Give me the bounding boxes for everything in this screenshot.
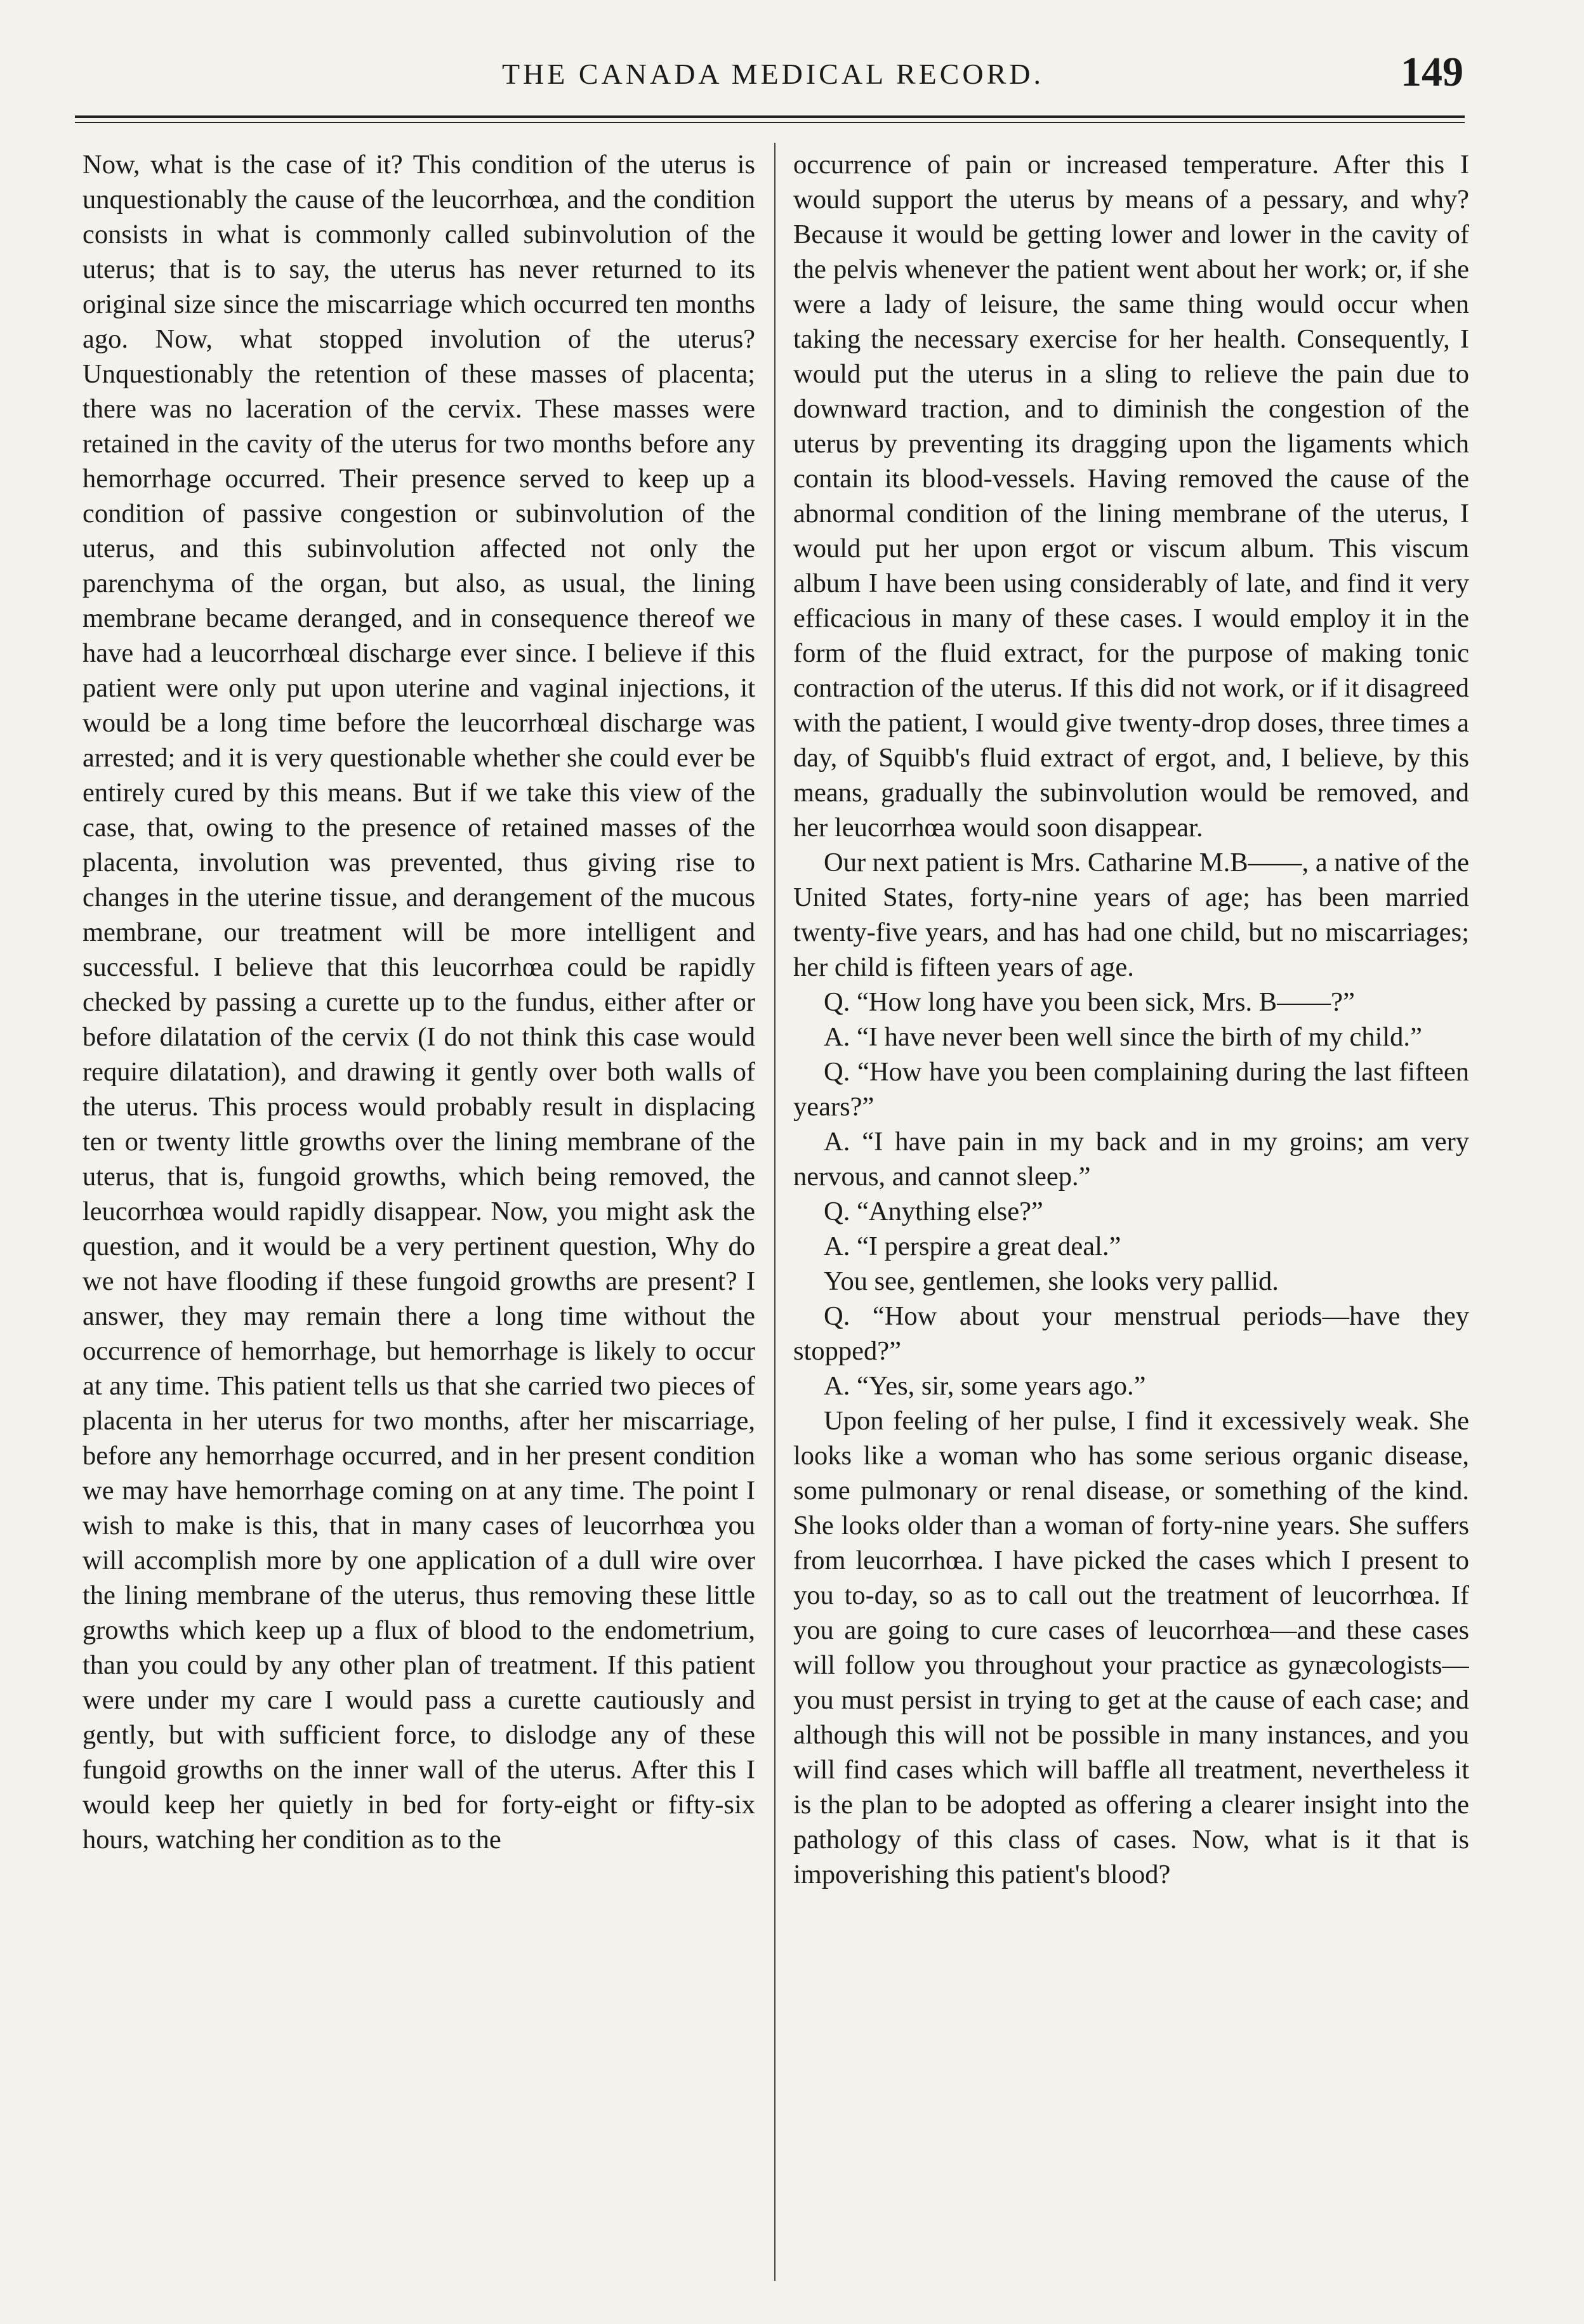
paragraph: You see, gentlemen, she looks very pallid.	[824, 1266, 1279, 1296]
right-column	[793, 147, 1469, 2279]
paragraph: Our next patient is Mrs. Catharine M.B——, a native of the United States, forty-nine years of age; has been married twenty-five years, and has had one child, but no miscarriages; her child is fifteen years of age.	[793, 848, 1469, 982]
paragraph: A. “Yes, sir, some years ago.”	[824, 1371, 1146, 1401]
paragraph: A. “I perspire a great deal.”	[824, 1231, 1121, 1261]
paragraph: A. “I have pain in my back and in my groins; am very nervous, and cannot sleep.”	[793, 1127, 1469, 1192]
paragraph: occurrence of pain or increased temperature. After this I would support the uterus by means of a pessary, and why? Because it would be getting lower and lower in the cavity of the pelvis whenever the patient went about her work; or, if she were a lady of leisure, the same thing would occur when taking the necessary exercise for her health. Consequently, I would put the uterus in a sling to relieve the pain due to downward traction, and to diminish the congestion of the uterus by preventing its dragging upon the ligaments which contain its blood-vessels. Having removed the cause of the abnormal condition of the lining membrane of the uterus, I would put her upon ergot or viscum album. This viscum album I have been using considerably of late, and find it very efficacious in many of these cases. I would employ it in the form of the fluid extract, for the purpose of making tonic contraction of the uterus. If this did not work, or if it disagreed with the patient, I would give twenty-drop doses, three times a day, of Squibb's fluid extract of ergot, and, I believe, by this means, gradually the subinvolution would be removed, and her leucorrhœa would soon disappear.	[793, 150, 1469, 843]
page-number: 149	[1401, 49, 1463, 95]
header-rule	[75, 115, 1465, 118]
paragraph: A. “I have never been well since the birth of my child.”	[824, 1022, 1422, 1052]
column-divider	[774, 143, 776, 2281]
paragraph: Q. “Anything else?”	[824, 1197, 1043, 1226]
paragraph: Now, what is the case of it? This condition of the uterus is unquestionably the cause of the leucorrhœa, and the condition consists in what is commonly called subinvolution of the uterus; that is to say, the uterus has never returned to its original size since the miscarriage which occurred ten months ago. Now, what stopped involution of the uterus? Unquestionably the retention of these masses of placenta; there was no laceration of the cervix. These masses were retained in the cavity of the uterus for two months before any hemorrhage occurred. Their presence served to keep up a condition of passive congestion or subinvolution of the uterus, and this subinvolution affected not only the parenchyma of the organ, but also, as usual, the lining membrane became deranged, and in consequence thereof we have had a leucorrhœal discharge ever since. I believe if this patient were only put upon uterine and vaginal injections, it would be a long time before the leucorrhœal discharge was arrested; and it is very questionable whether she could ever be entirely cured by this means. But if we take this view of the case, that, owing to the presence of retained masses of the placenta, involution was prevented, thus giving rise to changes in the uterine tissue, and derangement of the mucous membrane, our treatment will be more intelligent and successful. I believe that this leucorrhœa could be rapidly checked by passing a curette up to the fundus, either after or before dilatation of the cervix (I do not think this case would require dilatation), and drawing it gently over both walls of the uterus. This process would probably result in displacing ten or twenty little growths over the lining membrane of the uterus, that is, fungoid growths, which being removed, the leucorrhœa would rapidly disappear. Now, you might ask the question, and it would be a very pertinent question, Why do we not have flooding if these fungoid growths are present? I answer, they may remain there a long time without the occurrence of hemorrhage, but hemorrhage is likely to occur at any time. This patient tells us that she carried two pieces of placenta in her uterus for two months, after her miscarriage, before any hemorrhage occurred, and in her present condition we may have hemorrhage coming on at any time. The point I wish to make is this, that in many cases of leucorrhœa you will accomplish more by one application of a dull wire over the lining membrane of the uterus, thus removing these little growths which keep up a flux of blood to the endometrium, than you could by any other plan of treatment. If this patient were under my care I would pass a curette cautiously and gently, but with sufficient force, to dislodge any of these fungoid growths on the inner wall of the uterus. After this I would keep her quietly in bed for forty-eight or fifty-six hours, watching her condition as to the	[82, 150, 755, 1855]
running-title: THE CANADA MEDICAL RECORD.	[501, 58, 1045, 90]
paragraph: Q. “How about your menstrual periods—have they stopped?”	[793, 1301, 1469, 1366]
paragraph: Q. “How long have you been sick, Mrs. B——?”	[824, 987, 1355, 1017]
left-column	[82, 147, 755, 2279]
paragraph: Q. “How have you been complaining during the last fifteen years?”	[793, 1057, 1469, 1122]
header-rule-thin	[75, 122, 1465, 123]
page-header	[82, 44, 1463, 102]
paragraph: Upon feeling of her pulse, I find it excessively weak. She looks like a woman who has some serious organic disease, some pulmonary or renal disease, or something of the kind. She looks older than a woman of forty-nine years. She suffers from leucorrhœa. I have picked the cases which I present to you to-day, so as to call out the treatment of leucorrhœa. If you are going to cure cases of leucorrhœa—and these cases will follow you throughout your practice as gynæcologists—you must persist in trying to get at the cause of each case; and although this will not be possible in many instances, and you will find cases which will baffle all treatment, nevertheless it is the plan to be adopted as offering a clearer insight into the pathology of this class of cases. Now, what is it that is impoverishing this patient's blood?	[793, 1406, 1469, 1889]
